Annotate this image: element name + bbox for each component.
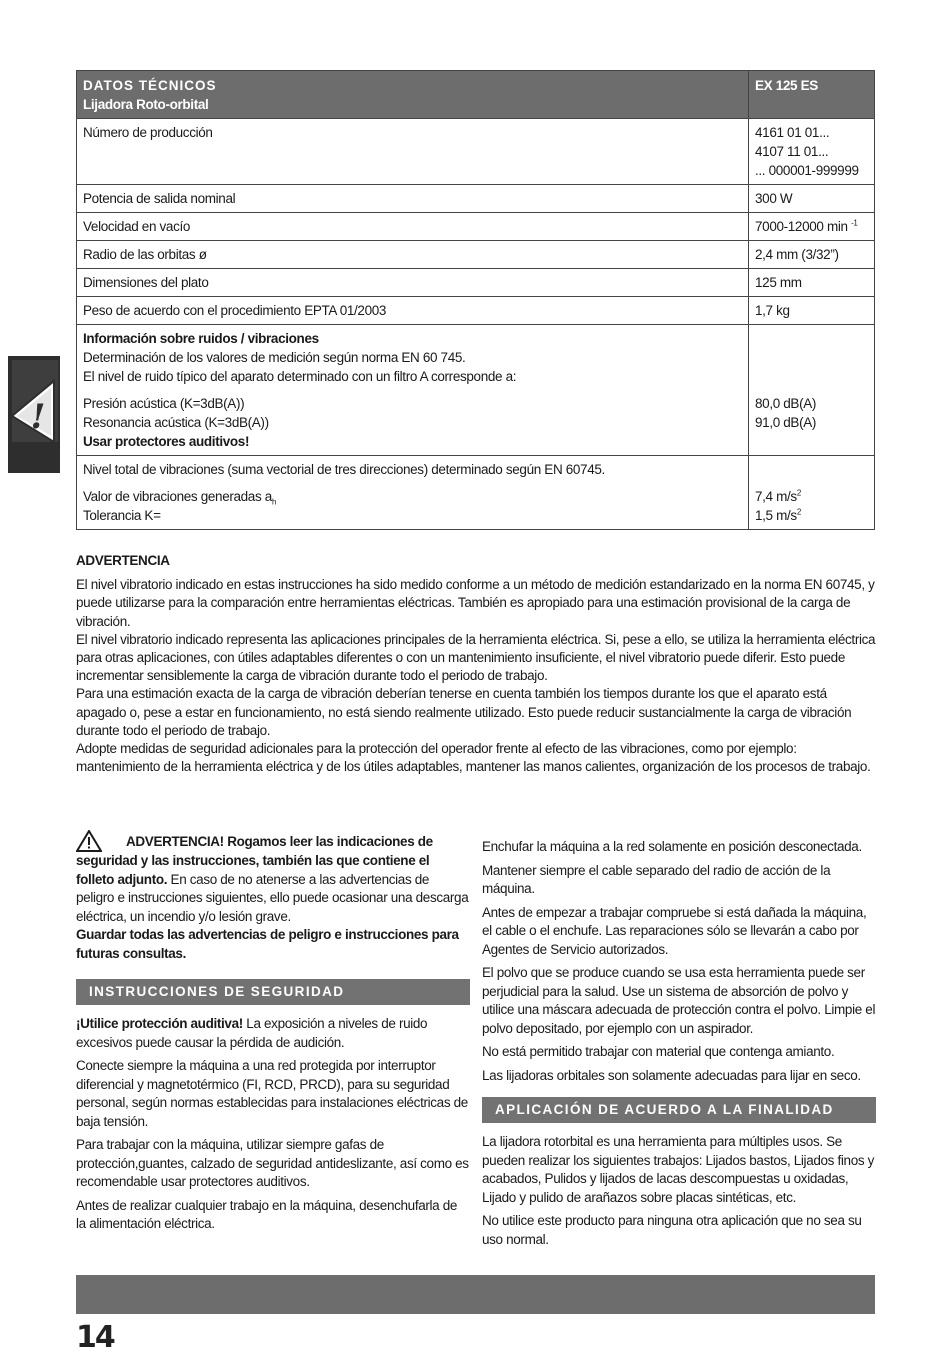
- safety-warning-paragraph: [76, 830, 470, 926]
- hearing-protection-bold: ¡Utilice protección auditiva!: [76, 1016, 243, 1031]
- vibration-warning-paragraph: Adopte medidas de seguridad adicionales para la protección del operador frente al efecto de las vibraciones, como por ejemplo: mantenimiento de la herramienta eléctrica y de los útiles adaptables, mantener las manos calientes, organización de los procesos de trabajo.: [76, 741, 871, 775]
- production-number-2: 4107 11 01...: [755, 144, 829, 159]
- safety-paragraph: Mantener siempre el cable separado del radio de acción de la máquina.: [482, 862, 831, 896]
- safety-paragraph: No está permitido trabajar con material que contenga amianto.: [482, 1044, 835, 1059]
- vibration-value: [755, 487, 868, 506]
- vibration-line-1: Nivel total de vibraciones (suma vectorial de tres direcciones) determinado según EN 60745.: [83, 462, 605, 477]
- footer-bar: [76, 1275, 875, 1314]
- noise-row: [77, 325, 875, 456]
- row-label: Peso de acuerdo con el procedimiento EPTA 01/2003: [77, 297, 749, 325]
- row-label: Número de producción: [77, 119, 749, 185]
- noise-values-cell: [749, 325, 875, 456]
- safety-paragraph: Enchufar la máquina a la red solamente en posición desconectada.: [482, 839, 862, 854]
- noise-title: Información sobre ruidos / vibraciones: [83, 331, 319, 346]
- intended-use-paragraph: La lijadora rotorbital es una herramienta para múltiples usos. Se pueden realizar los siguientes trabajos: Lijados bastos, Lijados finos y acabados, Pulidos y lijados de lacas descompuestas u oxidadas, Lijado y pulido de arañazos sobre placas sintéticas, etc.: [482, 1134, 875, 1205]
- tolerance-label: Tolerancia K=: [83, 508, 161, 523]
- vibration-value-label: [83, 487, 742, 506]
- row-value: [749, 213, 875, 241]
- hearing-protection-text: La exposición a niveles de ruido excesivos puede causar la pérdida de audición.: [76, 1016, 428, 1050]
- resonance-label: Resonancia acústica (K=3dB(A)): [83, 415, 269, 430]
- row-value: 300 W: [749, 185, 875, 213]
- safety-paragraph: El polvo que se produce cuando se usa esta herramienta puede ser perjudicial para la salud. Use un sistema de absorción de polvo y utilice una máscara adecuada de protección contra el polvo. Limpie el polvo depositado, por ejemplo con un aspirador.: [482, 965, 876, 1036]
- row-value: 1,7 kg: [749, 297, 875, 325]
- table-row: [77, 241, 875, 269]
- safety-warning-text: En caso de no atenerse a las advertencias de peligro e instrucciones siguientes, ello puede ocasionar una descarga eléctrica, un incendio y/o lesión grave.: [76, 871, 469, 924]
- vibration-warning-paragraph: El nivel vibratorio indicado en estas instrucciones ha sido medido conforme a un método de medición estandarizado en la norma EN 60745, y puede utilizarse para la comparación entre herramientas eléctricas. También es apropiado para una estimación provisional de la carga de vibración.: [76, 577, 875, 629]
- safety-paragraph: Las lijadoras orbitales son solamente adecuadas para lijar en seco.: [482, 1067, 861, 1083]
- intended-use-paragraph: No utilice este producto para ninguna otra aplicación que no sea su uso normal.: [482, 1213, 862, 1247]
- vibration-label-subscript: h: [271, 497, 277, 507]
- hearing-protection-note: Usar protectores auditivos!: [83, 434, 250, 449]
- noise-line-1: Determinación de los valores de medición según norma EN 60 745.: [83, 350, 466, 365]
- warning-triangle-icon: [8, 356, 60, 473]
- pressure-value: 80,0 dB(A): [755, 396, 817, 411]
- page-number: 14: [76, 1320, 114, 1355]
- pressure-label: Presión acústica (K=3dB(A)): [83, 396, 245, 411]
- row-value: 2,4 mm (3/32”): [749, 241, 875, 269]
- vibration-warning-paragraph: Para una estimación exacta de la carga de vibración deberían tenerse en cuenta también los tiempos durante los que el aparato está apagado o, pese a estar en funcionamiento, no está siendo realmente utilizado. Esto puede reducir sustancialmente la carga de vibración durante todo el periodo de trabajo.: [76, 686, 852, 738]
- vibration-unit-exponent: 2: [796, 488, 801, 498]
- section-header-safety: INSTRUCCIONES DE SEGURIDAD: [76, 979, 470, 1005]
- table-header: [77, 71, 875, 119]
- row-label: Dimensiones del plato: [77, 269, 749, 297]
- safety-paragraph: [76, 1015, 470, 1052]
- tolerance-value: [755, 506, 868, 525]
- warning-triangle-icon: [76, 830, 102, 852]
- table-subtitle: Lijadora Roto-orbital: [83, 97, 209, 112]
- speed-value: 7000-12000 min: [755, 219, 848, 234]
- vibration-row: [77, 456, 875, 530]
- tolerance-unit-exponent: 2: [796, 507, 801, 517]
- svg-text:!: !: [30, 397, 46, 437]
- table-row: [77, 119, 875, 185]
- left-column: [76, 830, 470, 1239]
- tolerance-value-text: 1,5 m/s: [755, 508, 797, 523]
- row-value: 125 mm: [749, 269, 875, 297]
- safety-paragraph: Antes de realizar cualquier trabajo en la máquina, desenchufarla de la alimentación eléctrica.: [76, 1197, 458, 1231]
- table-row: [77, 185, 875, 213]
- production-number-range: ... 000001-999999: [755, 163, 859, 178]
- safety-paragraph: Antes de empezar a trabajar compruebe si está dañada la máquina, el cable o el enchufe. Las reparaciones sólo se llevarán a cabo por Agentes de Servicio autorizados.: [482, 904, 867, 957]
- table-row: [77, 297, 875, 325]
- noise-info-cell: [77, 325, 749, 456]
- table-row: [77, 213, 875, 241]
- noise-line-2: El nivel de ruido típico del aparato determinado con un filtro A corresponde a:: [83, 369, 517, 384]
- section-header-intended-use: APLICACIÓN DE ACUERDO A LA FINALIDAD: [482, 1097, 876, 1123]
- vibration-info-cell: [77, 456, 749, 530]
- table-row: [77, 269, 875, 297]
- vibration-warning-section: [76, 552, 876, 776]
- resonance-value: 91,0 dB(A): [755, 415, 817, 430]
- warning-side-tab: [8, 356, 60, 473]
- safety-paragraph: Conecte siempre la máquina a una red protegida por interruptor diferencial y magnetotérmico (FI, RCD, PRCD), para su seguridad personal, según normas establecidas para instalaciones eléctricas de baja tensión.: [76, 1058, 468, 1129]
- keep-instructions-note: Guardar todas las advertencias de peligro e instrucciones para futuras consultas.: [76, 927, 459, 961]
- row-label: Radio de las orbitas ø: [77, 241, 749, 269]
- production-number-1: 4161 01 01...: [755, 125, 830, 140]
- table-header-title-cell: [77, 71, 749, 119]
- tech-data-table: [76, 70, 875, 530]
- vibration-label-text: Valor de vibraciones generadas a: [83, 489, 272, 504]
- row-value: [749, 119, 875, 185]
- row-label: Velocidad en vacío: [77, 213, 749, 241]
- safety-warning-bold: ADVERTENCIA! Rogamos leer las indicaciones de seguridad y las instrucciones, también las que contiene el folleto adjunto.: [76, 834, 433, 887]
- speed-unit-exponent: -1: [851, 218, 858, 228]
- vibration-warning-title: ADVERTENCIA: [76, 553, 170, 568]
- row-label: Potencia de salida nominal: [77, 185, 749, 213]
- table-title: DATOS TÉCNICOS: [83, 78, 217, 93]
- vibration-values-cell: [749, 456, 875, 530]
- vibration-value-text: 7,4 m/s: [755, 489, 797, 504]
- safety-paragraph: Para trabajar con la máquina, utilizar siempre gafas de protección,guantes, calzado de seguridad antideslizante, así como es recomendable usar protectores auditivos.: [76, 1137, 469, 1189]
- vibration-warning-paragraph: El nivel vibratorio indicado representa las aplicaciones principales de la herramienta eléctrica. Si, pese a ello, se utiliza la herramienta eléctrica para otras aplicaciones, con útiles adaptables diferentes o con un mantenimiento insuficiente, el nivel vibratorio puede diferir. Esto puede incrementar sensiblemente la carga de vibración durante todo el periodo de trabajo.: [76, 631, 876, 684]
- right-column: [482, 838, 876, 1254]
- table-model: EX 125 ES: [749, 71, 875, 119]
